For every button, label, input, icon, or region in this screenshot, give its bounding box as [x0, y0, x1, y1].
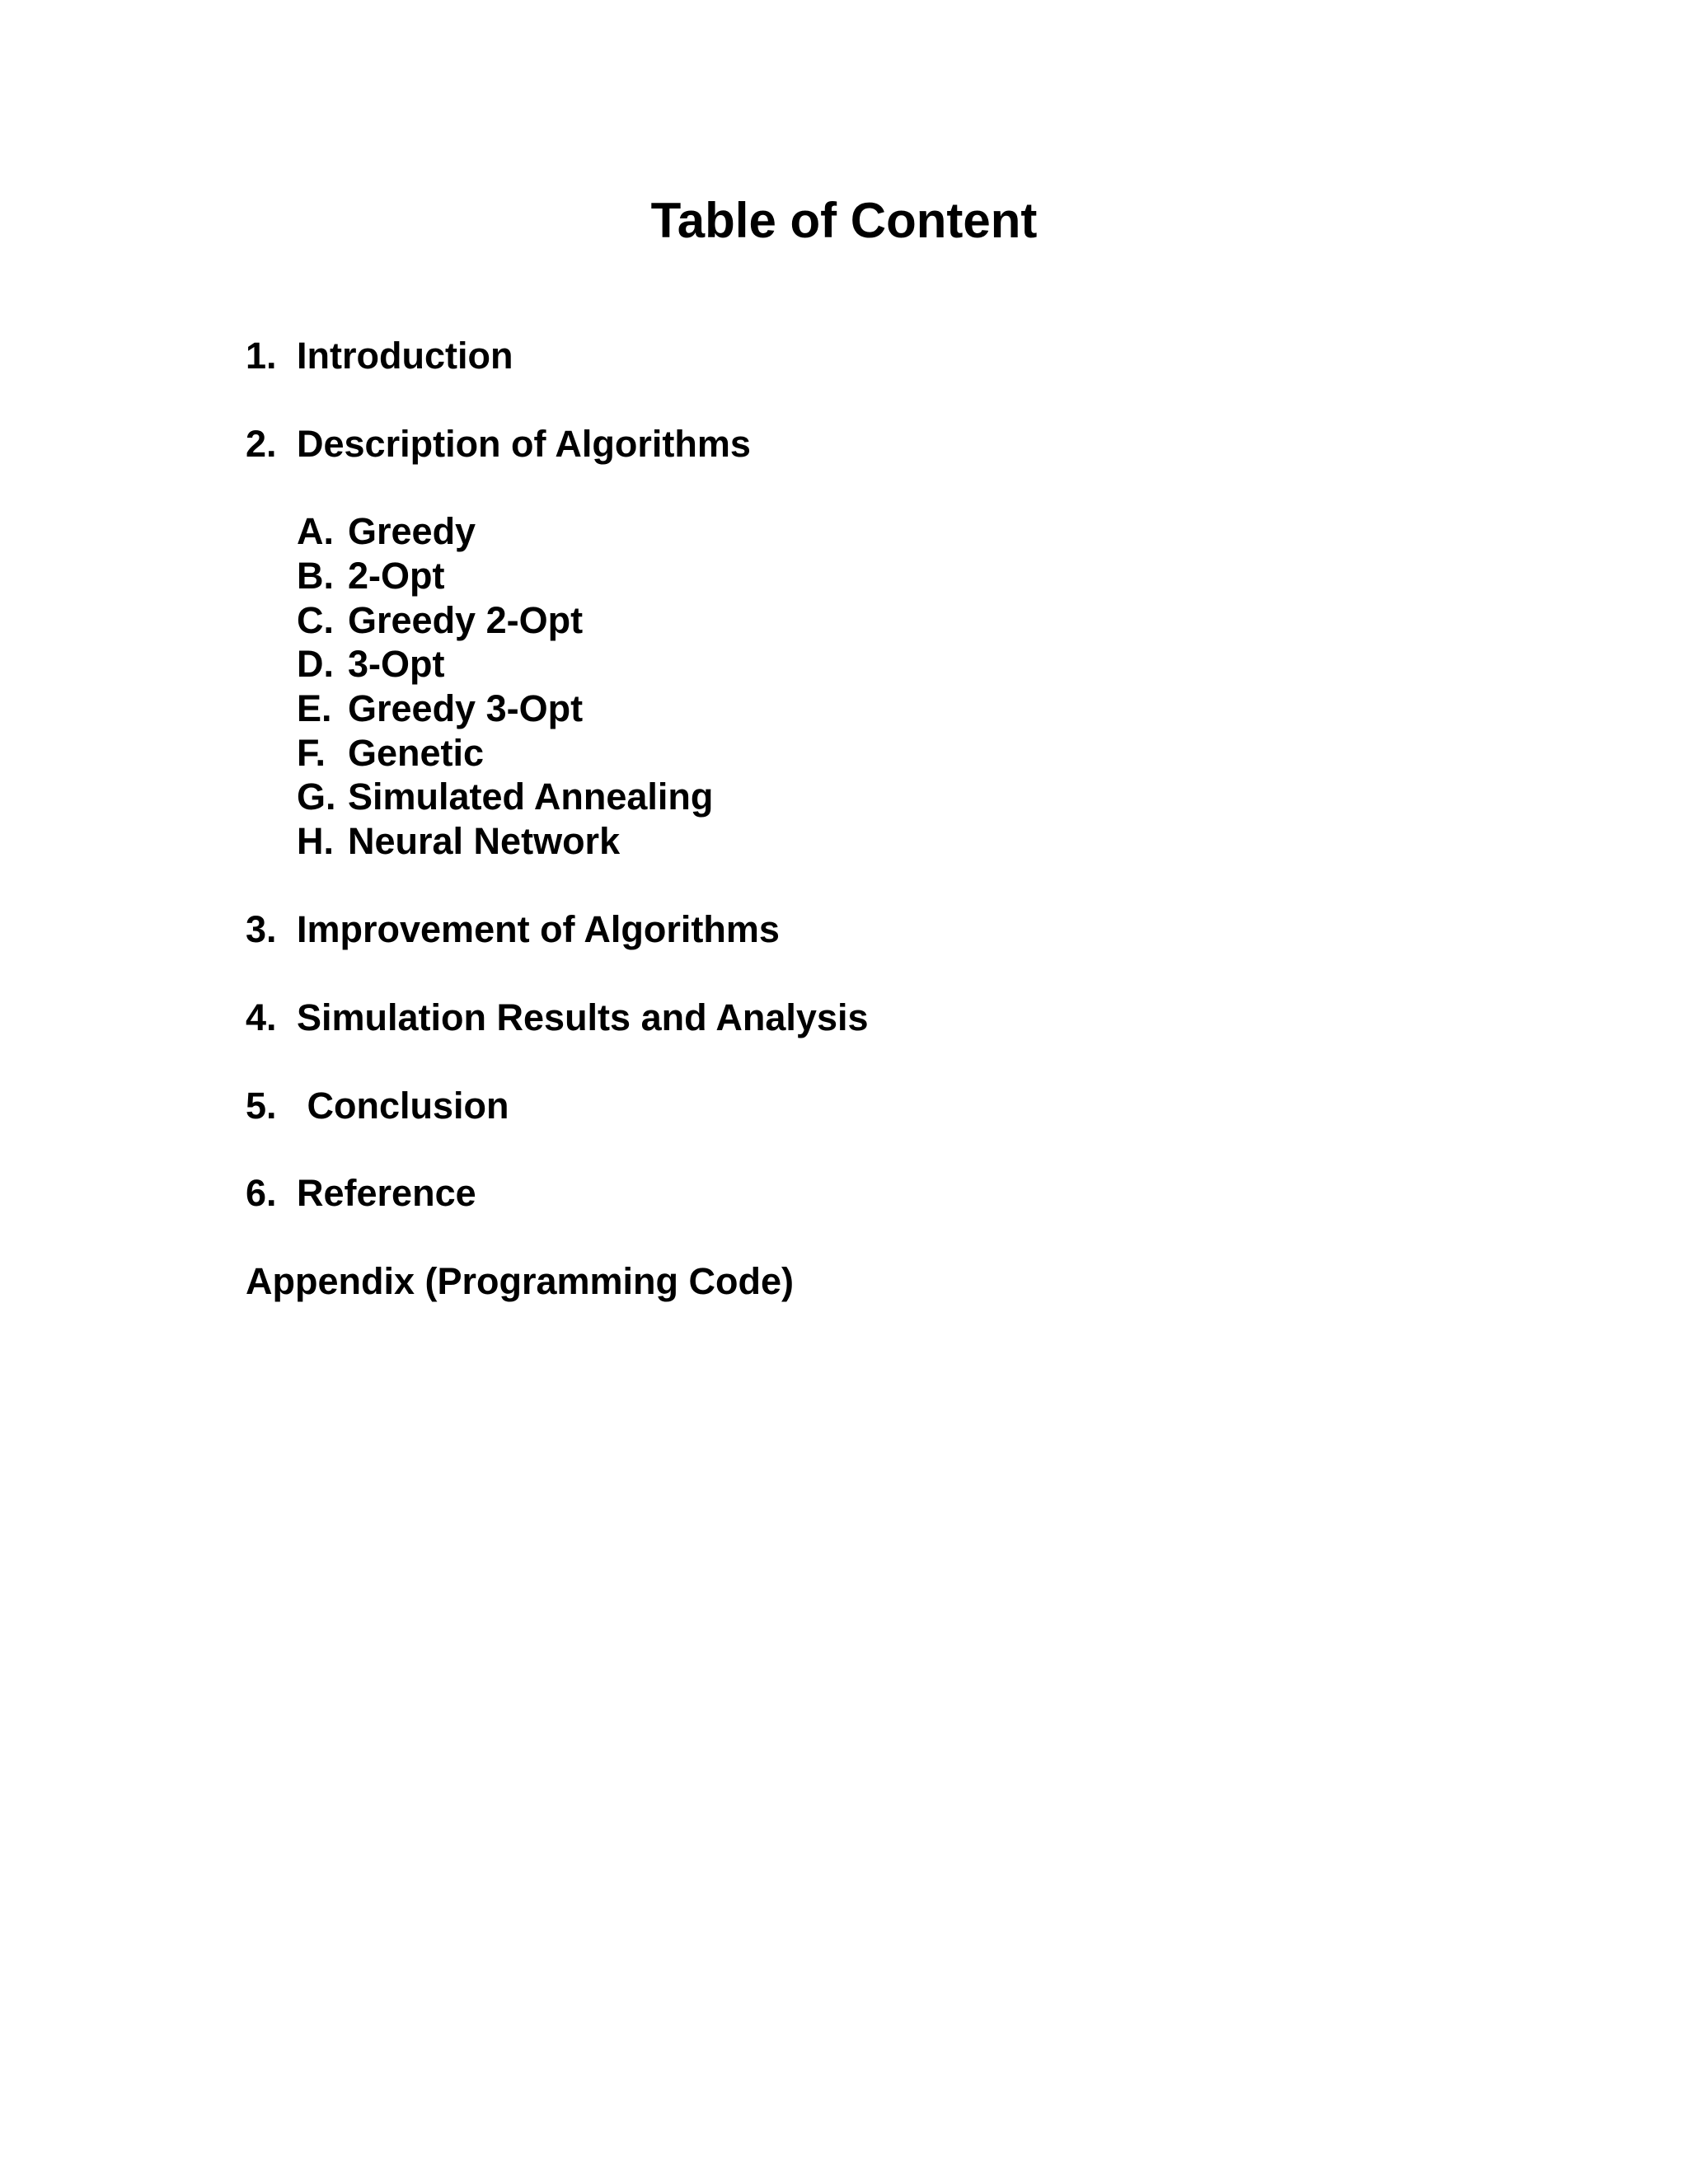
toc-subentry-letter: A.	[297, 510, 334, 552]
toc-subentry-greedy	[297, 509, 476, 554]
toc-entry-conclusion	[246, 1084, 509, 1128]
toc-subentry-label: 3-Opt	[348, 643, 445, 685]
toc-entry-number: 6.	[246, 1172, 277, 1214]
toc-subentry-letter: E.	[297, 687, 332, 729]
toc-entry-label: Simulation Results and Analysis	[297, 996, 869, 1038]
toc-subentry-label: Neural Network	[348, 820, 621, 862]
toc-subentry-label: 2-Opt	[348, 555, 445, 597]
toc-subentry-letter: D.	[297, 643, 334, 685]
toc-subentry-label: Simulated Annealing	[348, 776, 714, 818]
toc-entry-number: 5.	[246, 1085, 277, 1127]
toc-subentry-greedy-2-opt	[297, 598, 583, 643]
toc-entry-number: 4.	[246, 996, 277, 1038]
toc-entry-label: Reference	[297, 1172, 476, 1214]
toc-entry-label: Introduction	[297, 335, 513, 377]
toc-subentry-3-opt	[297, 642, 445, 687]
toc-subentry-greedy-3-opt	[297, 687, 583, 731]
toc-entry-label: Description of Algorithms	[297, 423, 751, 465]
toc-subentry-label: Greedy 2-Opt	[348, 599, 584, 641]
page-title: Table of Content	[650, 193, 1038, 248]
toc-entry-label: Improvement of Algorithms	[297, 908, 780, 950]
toc-subentry-letter: B.	[297, 555, 334, 597]
toc-entry-number: 2.	[246, 423, 277, 465]
toc-subentry-letter: C.	[297, 599, 334, 641]
toc-subentry-genetic	[297, 731, 484, 776]
toc-entry-appendix: Appendix (Programming Code)	[246, 1260, 795, 1302]
toc-subentry-neural-network	[297, 819, 620, 864]
toc-entry-label: Conclusion	[297, 1085, 509, 1127]
toc-subentry-label: Greedy	[348, 510, 476, 552]
toc-entry-number: 3.	[246, 908, 277, 950]
toc-subentry-label: Greedy 3-Opt	[348, 687, 584, 729]
toc-subentry-simulated-annealing	[297, 775, 713, 819]
toc-entry-introduction	[246, 334, 513, 378]
toc-entry-number: 1.	[246, 335, 277, 377]
toc-entry-improvement-of-algorithms	[246, 907, 780, 952]
toc-subentry-letter: F.	[297, 732, 326, 774]
toc-subentry-label: Genetic	[348, 732, 485, 774]
toc-subentry-letter: G.	[297, 776, 336, 818]
toc-entry-description-of-algorithms	[246, 422, 751, 466]
toc-entry-simulation-results-and-analysis	[246, 996, 869, 1040]
toc-entry-reference	[246, 1171, 476, 1216]
toc-subentry-letter: H.	[297, 820, 334, 862]
toc-subentry-2-opt	[297, 554, 445, 598]
